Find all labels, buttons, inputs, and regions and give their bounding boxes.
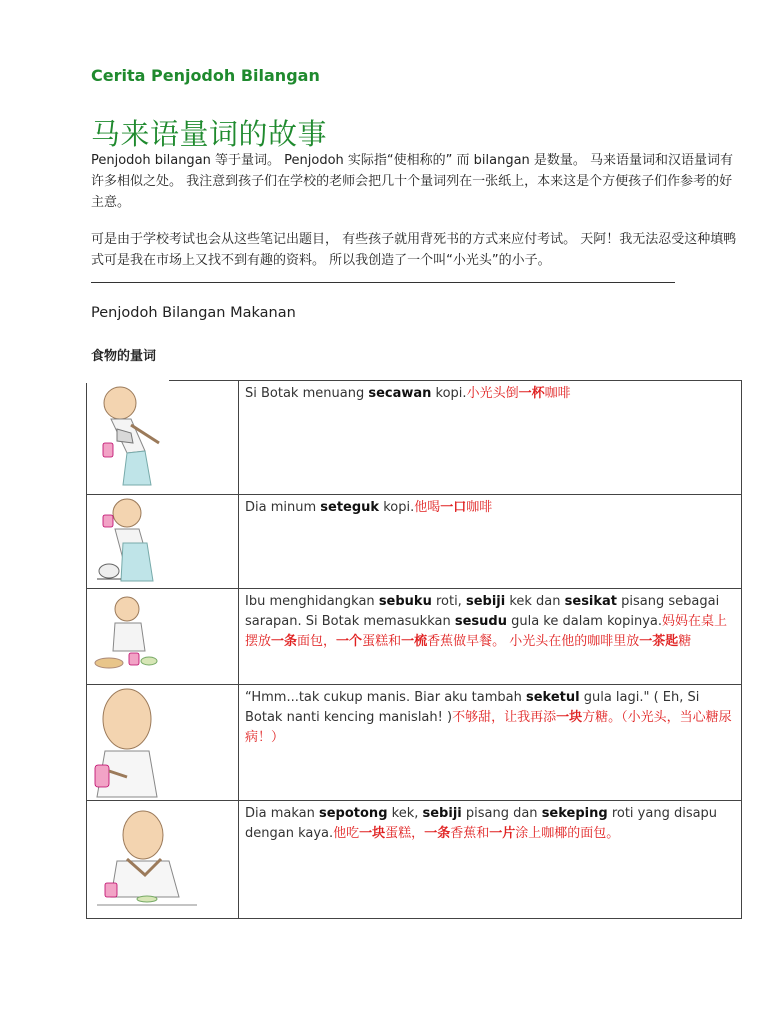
chinese-classifier: 一口 — [440, 500, 467, 515]
document-subtitle: Cerita Penjodoh Bilangan — [91, 66, 320, 85]
malay-text: gula ke dalam kopinya. — [506, 614, 662, 629]
malay-text: pisang dan — [461, 806, 542, 821]
classifier-word: sebuku — [378, 594, 432, 609]
chinese-classifier: 一梳 — [401, 634, 428, 649]
malay-text: gula lagi." ( Eh, Si Botak nanti kencing manislah! ) — [245, 690, 700, 725]
chinese-text: 涂上咖椰的面包。 — [515, 826, 620, 841]
boy-drinking-coffee-illustration — [87, 495, 238, 587]
section-heading: Penjodoh Bilangan Makanan — [91, 305, 296, 321]
chinese-classifier: 一片 — [489, 826, 516, 841]
classifier-word: sebiji — [422, 806, 462, 821]
chinese-text: 他喝 — [414, 500, 441, 515]
malay-text: pisang sebagai sarapan. Si Botak memasukkan — [245, 594, 720, 629]
illustration-cell — [87, 685, 239, 801]
illustration-cell — [87, 495, 239, 589]
classifier-word: sesikat — [564, 594, 618, 609]
intro-paragraph-2: 可是由于学校考试也会从这些笔记出题目， 有些孩子就用背死书的方式来应付考试。 天阿！我无法忍受这种填鸭式可是我在市场上又找不到有趣的资料。 所以我创造了一个叫“小光头”的小子。 — [91, 232, 737, 268]
document-title: 马来语量词的故事 — [91, 117, 328, 151]
sentence-cell — [239, 801, 742, 919]
table-row — [87, 685, 742, 801]
chinese-text: 他吃 — [333, 826, 360, 841]
chinese-classifier: 一块 — [556, 710, 583, 725]
classifier-word: sekeping — [541, 806, 608, 821]
malay-text: “Hmm...tak cukup manis. Biar aku tambah — [245, 690, 526, 705]
malay-text: kek dan — [505, 594, 565, 609]
table-row — [87, 801, 742, 919]
boy-eating-cake-illustration — [87, 801, 238, 917]
classifier-table — [86, 380, 742, 919]
malay-text: roti yang disapu dengan kaya. — [245, 806, 718, 841]
illustration-cell — [87, 589, 239, 685]
boy-holding-cup-illustration — [87, 685, 238, 799]
chinese-text: 妈妈在桌上摆放 — [245, 614, 728, 649]
malay-text: Ibu menghidangkan — [245, 594, 379, 609]
chinese-text: 蛋糕和 — [362, 634, 402, 649]
sentence-cell — [239, 381, 742, 495]
chinese-text: 糖 — [678, 634, 692, 649]
malay-text: kopi. — [379, 500, 415, 515]
illustration-cell — [87, 801, 239, 919]
chinese-text: 小光头倒 — [466, 386, 519, 401]
chinese-classifier: 一块 — [359, 826, 386, 841]
chinese-classifier: 一茶匙 — [639, 634, 679, 649]
chinese-text: 方糖。（小光头，当心糖尿病！） — [245, 710, 732, 745]
classifier-word: sepotong — [319, 806, 388, 821]
classifier-word: seteguk — [320, 500, 380, 515]
chinese-classifier: 一个 — [336, 634, 363, 649]
chinese-text: 咖啡 — [544, 386, 571, 401]
malay-text: Si Botak menuang — [245, 386, 369, 401]
table-row — [87, 589, 742, 685]
sentence-cell — [239, 589, 742, 685]
chinese-text: 香蕉和 — [450, 826, 490, 841]
chinese-classifier: 一杯 — [518, 386, 545, 401]
malay-text: roti, — [431, 594, 466, 609]
sentence-cell — [239, 495, 742, 589]
chinese-text: 咖啡 — [466, 500, 493, 515]
chinese-classifier: 一条 — [271, 634, 298, 649]
sentence-cell — [239, 685, 742, 801]
illustration-cell — [87, 381, 239, 495]
classifier-word: sesudu — [454, 614, 507, 629]
horizontal-divider — [91, 282, 675, 283]
boy-at-breakfast-table-illustration — [87, 589, 238, 683]
chinese-text: 香蕉做早餐。 小光头在他的咖啡里放 — [427, 634, 640, 649]
table-row — [87, 495, 742, 589]
chinese-text: 不够甜，让我再添 — [452, 710, 557, 725]
malay-text: kopi. — [431, 386, 467, 401]
chinese-text: 蛋糕， — [385, 826, 425, 841]
malay-text: Dia makan — [245, 806, 319, 821]
classifier-word: secawan — [368, 386, 432, 401]
malay-text: kek, — [387, 806, 423, 821]
intro-paragraph-1: Penjodoh bilangan 等于量词。 Penjodoh 实际指“使相称的” 而 bilangan 是数量。 马来语量词和汉语量词有许多相似之处。 我注意到孩子们在学校的老师会把几十个量词列在一张纸上，本来这是个方便孩子们作参考的好主意。 — [91, 153, 734, 210]
classifier-word: sebiji — [465, 594, 506, 609]
boy-pouring-coffee-illustration — [87, 381, 238, 493]
classifier-word: seketul — [525, 690, 580, 705]
chinese-text: 面包， — [297, 634, 337, 649]
malay-text: Dia minum — [245, 500, 321, 515]
table-row — [87, 381, 742, 495]
chinese-classifier: 一条 — [424, 826, 451, 841]
section-heading-chinese: 食物的量词 — [91, 349, 157, 364]
